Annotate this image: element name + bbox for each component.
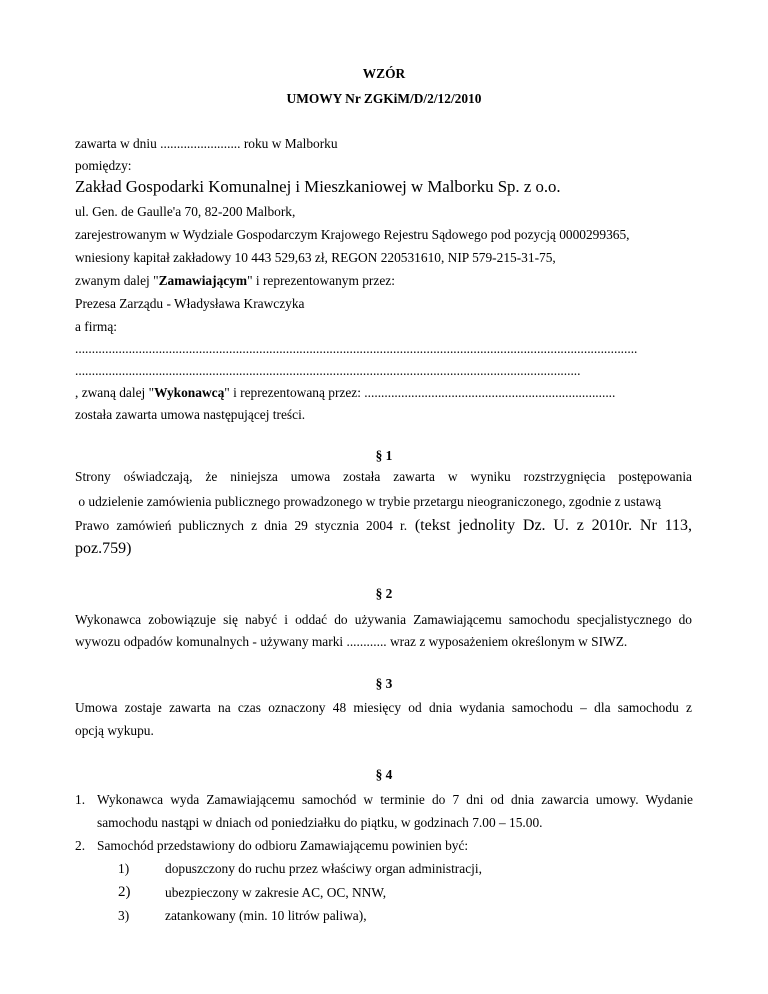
- sub-item-text: zatankowany (min. 10 litrów paliwa),: [165, 908, 367, 923]
- firm-dots-line-2: .......................................................................................................................................................: [75, 363, 581, 378]
- section-3-heading: § 3: [375, 676, 393, 691]
- ordering-party-term: Zamawiającym: [158, 273, 248, 288]
- sub-item-text: dopuszczony do ruchu przez właściwy organ administracji,: [165, 861, 482, 876]
- company-address: ul. Gen. de Gaulle'a 70, 82-200 Malbork,: [75, 204, 296, 219]
- section-4-item-2-number: 2.: [75, 838, 86, 853]
- section-2-line-2: wywozu odpadów komunalnych - używany marki ............ wraz z wyposażeniem określonym w SIWZ.: [75, 634, 628, 649]
- section-4-item-1-line-1: Wykonawca wyda Zamawiającemu samochód w terminie do 7 dni od dnia zawarcia umowy. Wydanie: [97, 792, 693, 807]
- section-1-heading: § 1: [375, 448, 393, 463]
- sub-item-number: 1): [118, 861, 130, 876]
- between-label: pomiędzy:: [75, 158, 132, 173]
- contractor-suffix: " i reprezentowaną przez: ...........................................................................: [224, 385, 616, 400]
- section-2-heading: § 2: [375, 586, 393, 601]
- company-name: Zakład Gospodarki Komunalnej i Mieszkaniowej w Malborku Sp. z o.o.: [75, 177, 561, 196]
- sub-item-number: 2): [118, 884, 131, 900]
- firm-dots-line-1: ........................................................................................................................................................................: [75, 341, 638, 356]
- section-1-line-1: Strony oświadczają, że niniejsza umowa została zawarta w wyniku rozstrzygnięcia postępowania: [75, 469, 692, 484]
- section-4-heading: § 4: [375, 767, 393, 782]
- sub-item-text: ubezpieczony w zakresie AC, OC, NNW,: [165, 885, 387, 900]
- section-3-line-2: opcją wykupu.: [75, 723, 154, 738]
- contractor-term: Wykonawcą: [154, 385, 225, 400]
- sub-item-number: 3): [118, 908, 130, 923]
- called-ordering-party-line: [75, 272, 395, 290]
- section-1-line-3: [75, 517, 692, 535]
- section-1-line-2: o udzielenie zamówienia publicznego prowadzonego w trybie przetargu nieograniczonego, zgodnie z ustawą: [75, 494, 662, 509]
- called-suffix: " i reprezentowanym przez:: [247, 273, 395, 288]
- document-title: WZÓR: [362, 66, 406, 81]
- capital-line: wniesiony kapitał zakładowy 10 443 529,63 zł, REGON 220531610, NIP 579-215-31-75,: [75, 250, 556, 265]
- and-firm-label: a firmą:: [75, 319, 118, 334]
- section-3-line-1: Umowa zostaje zawarta na czas oznaczony 48 miesięcy od dnia wydania samochodu – dla samochodu z: [75, 700, 692, 715]
- president-line: Prezesa Zarządu - Władysława Krawczyka: [75, 296, 305, 311]
- section-1-act-title: Prawo zamówień publicznych z dnia 29 stycznia 2004 r.: [75, 518, 408, 533]
- registry-line: zarejestrowanym w Wydziale Gospodarczym Krajowego Rejestru Sądowego pod pozycją 0000299365,: [75, 227, 630, 242]
- section-2-line-1: Wykonawca zobowiązuje się nabyć i oddać do używania Zamawiającemu samochodu specjalistycznego do: [75, 612, 692, 627]
- section-1-line-4: poz.759): [75, 540, 132, 557]
- section-1-act-reference: (tekst jednolity Dz. U. z 2010r. Nr 113,: [407, 517, 692, 534]
- contractor-prefix: , zwaną dalej ": [75, 385, 155, 400]
- section-4-item-2-line-1: Samochód przedstawiony do odbioru Zamawiającemu powinien być:: [97, 838, 469, 853]
- section-4-item-1-number: 1.: [75, 792, 86, 807]
- called-prefix: zwanym dalej ": [75, 273, 159, 288]
- section-4-item-1-line-2: samochodu nastąpi w dniach od poniedziałku do piątku, w godzinach 7.00 – 15.00.: [97, 815, 543, 830]
- contract-number: UMOWY Nr ZGKiM/D/2/12/2010: [286, 91, 482, 106]
- called-contractor-line: [75, 384, 615, 402]
- concluded-line: została zawarta umowa następującej treści.: [75, 407, 306, 422]
- date-line: zawarta w dniu ........................ roku w Malborku: [75, 136, 338, 151]
